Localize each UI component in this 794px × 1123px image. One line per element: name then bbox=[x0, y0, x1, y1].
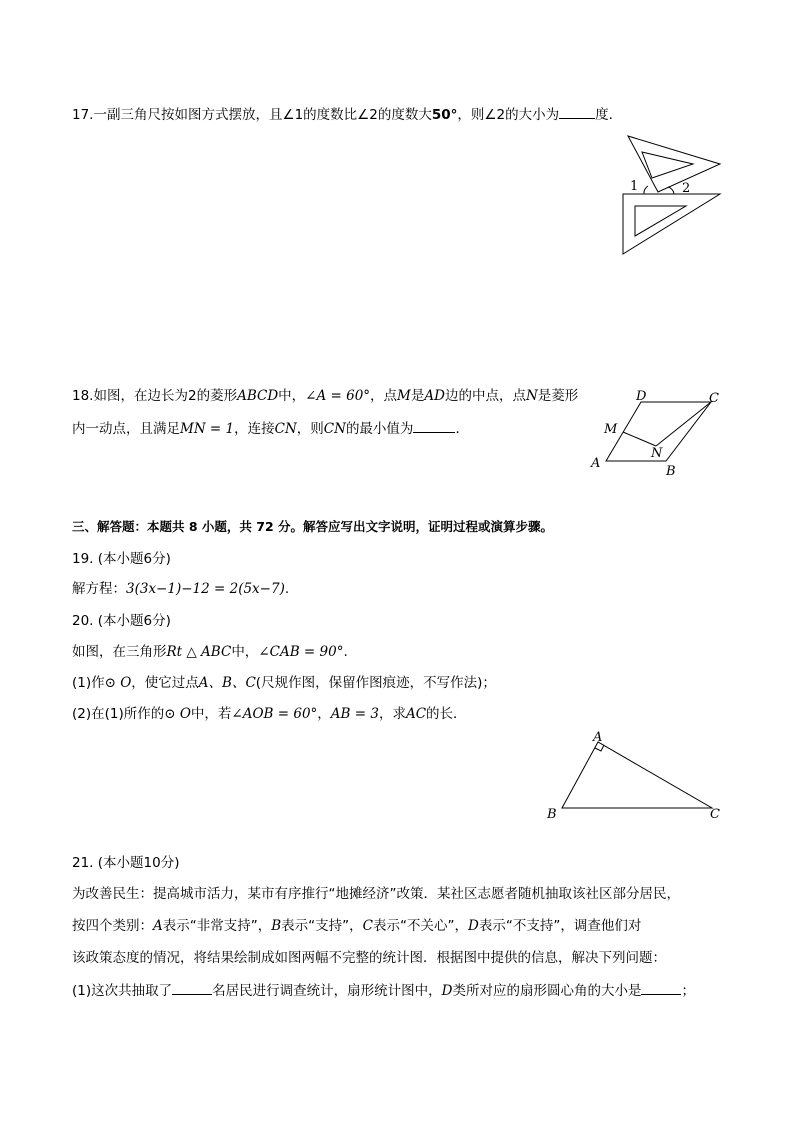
vertex-b-label: B bbox=[547, 807, 557, 822]
q18-answer-blank[interactable] bbox=[413, 418, 455, 433]
vertex-b-label: B bbox=[666, 464, 676, 479]
rhombus-diagram bbox=[586, 386, 726, 482]
q21-line-2: 按四个类别：A表示“非常支持”，B表示“支持”，C表示“不关心”，D表示“不支持”，调查他们对 bbox=[72, 918, 642, 934]
q17-text: 17.一副三角尺按如图方式摆放，且∠1的度数比∠2的度数大50°，则∠2的大小为 度． bbox=[72, 104, 622, 124]
angle-1-label: 1 bbox=[630, 179, 639, 194]
point-m-label: M bbox=[604, 422, 618, 437]
q21-line-3: 该政策态度的情况，将结果绘制成如图两幅不完整的统计图．根据图中提供的信息，解决下列问题： bbox=[72, 950, 666, 966]
vertex-a-label: A bbox=[593, 730, 603, 745]
q21-line-1: 为改善民生：提高城市活力，某市有序推行“地摊经济”改策．某社区志愿者随机抽取该社区部分居民， bbox=[72, 886, 680, 902]
angle-2-label: 2 bbox=[682, 181, 691, 196]
q19-equation-line: 解方程：3(3x−1)−12 = 2(5x−7). bbox=[72, 581, 290, 597]
vertex-d-label: D bbox=[636, 389, 647, 404]
q20-line-2: (1)作⊙ O，使它过点A、B、C(尺规作图，保留作图痕迹，不写作法)； bbox=[72, 675, 496, 691]
vertex-c-label: C bbox=[710, 807, 720, 822]
set-squares-diagram bbox=[618, 132, 728, 260]
section-3-heading: 三、解答题：本题共 8 小题，共 72 分。解答应写出文字说明，证明过程或演算步骤。 bbox=[72, 519, 554, 534]
q18-figure bbox=[586, 386, 726, 482]
right-triangle-diagram bbox=[540, 728, 730, 824]
q20-figure bbox=[540, 728, 730, 824]
point-n-label: N bbox=[651, 446, 663, 461]
q18-line-1: 18.如图，在边长为2的菱形ABCD中，∠A = 60°，点M是AD边的中点，点N是菱形 bbox=[72, 388, 579, 404]
q20-line-3: (2)在(1)所作的⊙ O中，若∠AOB = 60°，AB = 3，求AC的长． bbox=[72, 706, 467, 722]
vertex-c-label: C bbox=[709, 391, 719, 406]
q20-header: 20. (本小题6分) bbox=[72, 613, 171, 629]
q17-number: 17. bbox=[72, 107, 94, 123]
q18-line-2: 内一动点，且满足MN = 1，连接CN，则CN的最小值为 ． bbox=[72, 418, 469, 438]
q17-answer-blank[interactable] bbox=[559, 104, 595, 119]
vertex-a-label: A bbox=[591, 456, 601, 471]
q17-figure bbox=[618, 132, 728, 260]
q20-line-1: 如图，在三角形Rt △ ABC中，∠CAB = 90°. bbox=[72, 644, 348, 660]
q21-line-4: (1)这次共抽取了 名居民进行调查统计，扇形统计图中，D类所对应的扇形圆心角的大小是 ； bbox=[72, 980, 695, 1000]
q21-count-blank[interactable] bbox=[172, 980, 212, 995]
q18-number: 18. bbox=[72, 388, 94, 404]
q19-header: 19. (本小题6分) bbox=[72, 551, 171, 567]
q21-header: 21. (本小题10分) bbox=[72, 855, 180, 871]
q19-equation: 3(3x−1)−12 = 2(5x−7) bbox=[126, 581, 285, 597]
q21-angle-blank[interactable] bbox=[641, 980, 681, 995]
